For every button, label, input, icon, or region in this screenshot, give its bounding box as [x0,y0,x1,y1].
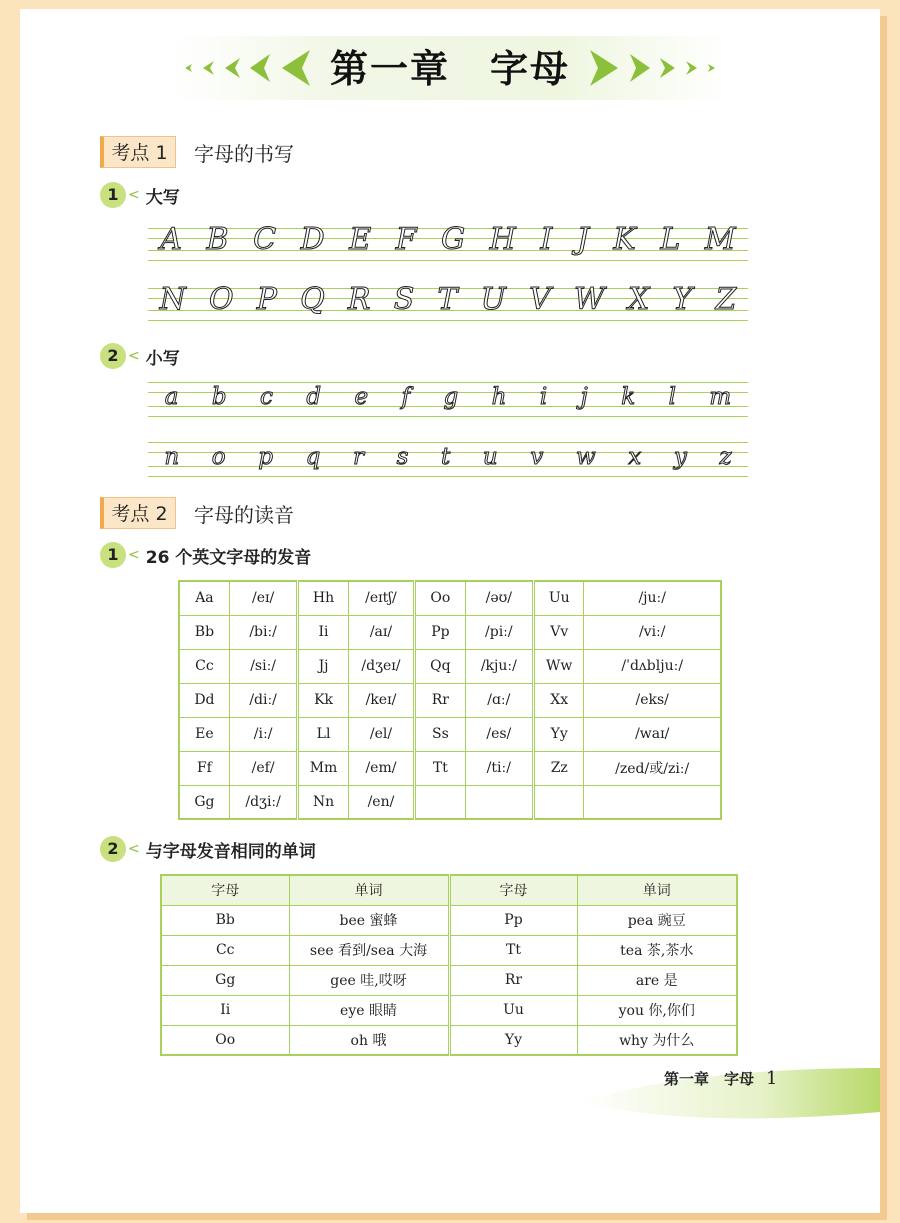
letter-l: l [668,384,676,410]
letter-p: p [258,444,273,470]
letter-d: d [306,384,322,410]
letter-cell: Pp [415,615,465,649]
table-row [161,995,737,1025]
phonetic-cell: /eɪtʃ/ [348,581,414,615]
phonetic-cell: /iː/ [229,717,298,751]
lowercase-row-2 [148,444,748,470]
column-header: 单词 [289,875,449,905]
subheading-label: 小写 [145,348,180,369]
letter-S: S [393,282,415,317]
letter-cell: Uu [449,995,577,1025]
number-badge: 2 [100,836,126,862]
letter-F: F [395,222,417,257]
word-cell: are 是 [577,965,737,995]
letter-cell: Bb [179,615,229,649]
letter-cell: Uu [534,581,584,615]
phonetic-cell: /juː/ [584,581,721,615]
phonetic-cell: /el/ [348,717,414,751]
letter-R: R [347,282,371,317]
letter-z: z [719,444,732,470]
phonetic-cell: /diː/ [229,683,298,717]
table-row [179,751,721,785]
arc-icon: < [128,187,140,203]
phonetic-cell: /ɑː/ [465,683,534,717]
letter-L: L [660,222,681,257]
phonetic-cell: /siː/ [229,649,298,683]
page-number: 1 [766,1068,778,1089]
letter-cell: Tt [415,751,465,785]
word-cell: pea 豌豆 [577,905,737,935]
uppercase-row-2 [148,282,748,317]
table-row [161,965,737,995]
letter-cell: Nn [298,785,348,819]
letter-w: w [575,444,596,470]
letter-U: U [480,282,506,317]
letter-X: X [627,282,650,317]
phonetic-cell: /piː/ [465,615,534,649]
word-cell: eye 眼睛 [289,995,449,1025]
phonetic-cell: /dʒeɪ/ [348,649,414,683]
letter-f: f [401,384,411,410]
letter-cell: Vv [534,615,584,649]
letter-cell: Gg [179,785,229,819]
number-badge: 2 [100,343,126,369]
table-header-row [161,875,737,905]
number-badge: 1 [100,182,126,208]
word-cell: tea 茶,茶水 [577,935,737,965]
letter-Q: Q [300,282,325,317]
letter-o: o [211,444,226,470]
letter-e: e [354,384,369,410]
letter-t: t [441,444,451,470]
table-row [179,717,721,751]
letter-cell: Bb [161,905,289,935]
table-row [179,649,721,683]
letter-g: g [443,384,459,410]
letter-B: B [206,222,229,257]
section-tag: 考点 2 [100,497,176,529]
letter-I: I [540,222,553,257]
subheading-lowercase [100,343,180,369]
letter-cell: Yy [449,1025,577,1055]
table-row [161,905,737,935]
letter-cell: Ss [415,717,465,751]
letter-cell: Rr [449,965,577,995]
subheading-label: 大写 [145,187,180,208]
letter-cell: Oo [415,581,465,615]
letter-cell: Hh [298,581,348,615]
letter-cell: Zz [534,751,584,785]
section-tag: 考点 1 [100,136,176,168]
letter-J: J [576,222,589,257]
letter-v: v [530,444,544,470]
letter-m: m [709,384,732,410]
phonetic-cell: /en/ [348,785,414,819]
letter-cell: Oo [161,1025,289,1055]
letter-u: u [482,444,498,470]
letter-x: x [628,444,642,470]
word-cell: you 你,你们 [577,995,737,1025]
letter-cell: Xx [534,683,584,717]
phonetic-cell [465,785,534,819]
letter-cell: Cc [179,649,229,683]
letter-cell: Rr [415,683,465,717]
table-row [179,581,721,615]
letter-cell: Pp [449,905,577,935]
letter-k: k [621,384,636,410]
table-row [179,683,721,717]
phonetic-cell: /es/ [465,717,534,751]
letter-M: M [704,222,736,257]
letter-y: y [673,444,687,470]
letter-V: V [529,282,551,317]
phonetic-cell: /ˈdʌbljuː/ [584,649,721,683]
letter-Z: Z [715,282,737,317]
footer-chapter: 第一章 字母 [664,1070,755,1088]
letter-D: D [300,222,325,257]
phonetic-cell: /eɪ/ [229,581,298,615]
phonetic-cell: /tiː/ [465,751,534,785]
letter-cell [534,785,584,819]
letter-cell: Mm [298,751,348,785]
column-header: 单词 [577,875,737,905]
letter-K: K [613,222,636,257]
letter-r: r [352,444,364,470]
letter-i: i [539,384,548,410]
arc-icon: < [128,348,140,364]
column-header: 字母 [161,875,289,905]
subheading-label: 与字母发音相同的单词 [145,841,316,862]
phonetic-cell: /əʊ/ [465,581,534,615]
letter-cell: Ii [298,615,348,649]
table-row [179,785,721,819]
letter-cell: Kk [298,683,348,717]
letter-a: a [164,384,179,410]
letter-cell: Qq [415,649,465,683]
letter-E: E [349,222,372,257]
phonetic-cell: /kjuː/ [465,649,534,683]
subheading-label: 26 个英文字母的发音 [145,547,312,568]
letter-c: c [260,384,273,410]
letter-cell: Gg [161,965,289,995]
letter-W: W [573,282,605,317]
arc-icon: < [128,841,140,857]
word-cell: gee 哇,哎呀 [289,965,449,995]
letter-P: P [256,282,277,317]
section-heading-pronunciation [100,497,294,529]
uppercase-writing-guide [148,222,748,332]
phonetic-cell: /waɪ/ [584,717,721,751]
subheading-same-sound-words [100,836,316,862]
letter-G: G [441,222,466,257]
column-header: 字母 [449,875,577,905]
subheading-26-letters [100,542,311,568]
word-cell: oh 哦 [289,1025,449,1055]
table-row [161,935,737,965]
table-row [161,1025,737,1055]
letter-cell: Dd [179,683,229,717]
same-sound-words-table [160,874,738,1056]
letter-cell: Ee [179,717,229,751]
letter-cell: Tt [449,935,577,965]
phonetic-cell: /zed/或/ziː/ [584,751,721,785]
letter-H: H [489,222,516,257]
letter-cell: Jj [298,649,348,683]
phonetic-cell: /dʒiː/ [229,785,298,819]
letter-q: q [305,444,321,470]
chapter-title-banner [170,36,730,100]
phonetic-cell: /keɪ/ [348,683,414,717]
letter-n: n [164,444,180,470]
section-heading-writing [100,136,294,168]
letter-Y: Y [672,282,693,317]
letter-b: b [211,384,227,410]
letter-cell: Aa [179,581,229,615]
lowercase-writing-guide [148,380,748,480]
lowercase-row-1 [148,384,748,410]
phonetic-cell: /viː/ [584,615,721,649]
word-cell: see 看到/sea 大海 [289,935,449,965]
letter-N: N [159,282,186,317]
phonetic-cell [584,785,721,819]
section-title: 字母的读音 [194,502,294,527]
chapter-title: 第一章 字母 [329,47,570,91]
word-cell: why 为什么 [577,1025,737,1055]
letter-cell: Ii [161,995,289,1025]
table-row [179,615,721,649]
subheading-uppercase [100,182,180,208]
letter-T: T [437,282,458,317]
phonetic-cell: /eks/ [584,683,721,717]
page-footer [664,1068,777,1089]
letter-O: O [209,282,234,317]
letter-cell: Ff [179,751,229,785]
letter-A: A [160,222,182,257]
word-cell: bee 蜜蜂 [289,905,449,935]
letter-s: s [396,444,409,470]
phonetic-cell: /ef/ [229,751,298,785]
section-title: 字母的书写 [194,141,294,166]
letter-cell [415,785,465,819]
letter-cell: Yy [534,717,584,751]
number-badge: 1 [100,542,126,568]
pronunciation-table [178,580,722,820]
letter-C: C [253,222,277,257]
arc-icon: < [128,547,140,563]
uppercase-row-1 [148,222,748,257]
phonetic-cell: /em/ [348,751,414,785]
letter-cell: Ww [534,649,584,683]
letter-cell: Cc [161,935,289,965]
letter-cell: Ll [298,717,348,751]
letter-j: j [580,384,588,410]
phonetic-cell: /biː/ [229,615,298,649]
phonetic-cell: /aɪ/ [348,615,414,649]
letter-h: h [491,384,507,410]
